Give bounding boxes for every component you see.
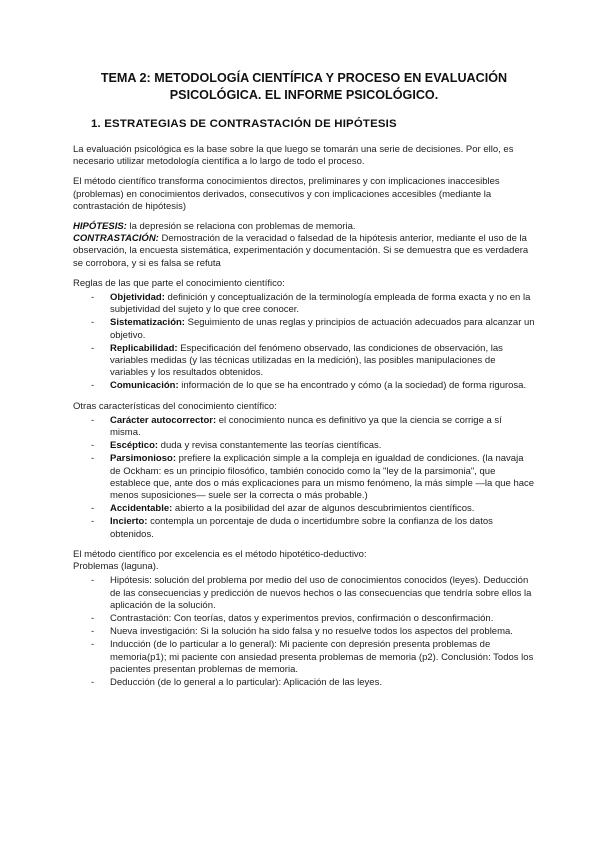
bullet-dash: - (91, 676, 95, 688)
item-term: Accidentable: (110, 503, 173, 515)
item-text: información de lo que se ha encontrado y cómo (a la sociedad) de forma rigurosa. (178, 380, 527, 392)
item-term: Carácter autocorrector: (110, 414, 217, 426)
paragraph: La evaluación psicológica es la base sobre la que luego se tomarán una serie de decisiones. Por ello, es necesario utilizar metodología científica a lo largo de todo el proceso. (73, 144, 514, 168)
contrast-text: Demostración de la veracidad o falsedad de la hipótesis anterior, mediante el uso de la observación, la encuesta sistemática, experimentación y documentación. Si se demuestra que es verdadera se corrobora, y si es falsa se refuta (73, 233, 529, 269)
item-text: Inducción (de lo particular a lo general): Mi paciente con depresión presenta problemas de memoria(p1); mi paciente con ansiedad presenta problemas de memoria (p2). Conclusión: Todos los pacientes presentan problemas de memoria. (110, 639, 534, 675)
section-body (73, 144, 535, 689)
item-text: Contrastación: Con teorías, datos y experimentos previos, confirmación o desconfirmación. (110, 612, 494, 624)
item-text: definición y conceptualización de la terminología empleada de forma exacta y no en la subjetividad del sujeto y lo que cree conocer. (110, 292, 531, 316)
item-text: Hipótesis: solución del problema por medio del uso de conocimientos conocidos (leyes). Deducción de las consecuencias y predicción de nuevos hechos o las consecuencias que tendría sobre ellos la aplicación de la solución. (110, 575, 532, 611)
list-item (73, 292, 535, 316)
section-heading: 1. ESTRATEGIAS DE CONTRASTACIÓN DE HIPÓTESIS (91, 118, 397, 130)
list-item (73, 677, 535, 689)
bullet-dash: - (91, 414, 95, 426)
bullet-dash: - (91, 453, 95, 465)
bullet-dash: - (91, 575, 95, 587)
title-line-2: PSICOLÓGICA. EL INFORME PSICOLÓGICO. (169, 88, 439, 102)
item-text: Nueva investigación: Si la solución ha sido falsa y no resuelve todos los aspectos del problema. (110, 626, 513, 638)
method-intro (73, 549, 535, 573)
list-item (73, 503, 535, 515)
bullet-dash: - (91, 317, 95, 329)
paragraph: El método científico transforma conocimientos directos, preliminares y con implicaciones inaccesibles (problemas) en conocimientos derivados, consecutivos y con implicaciones accesibles (mediante la contrastación de hipótesis) (73, 176, 500, 212)
list-item (73, 380, 535, 392)
characteristics-list (73, 415, 535, 541)
bullet-dash: - (91, 626, 95, 638)
definitions (73, 221, 535, 270)
list-item (73, 343, 535, 380)
item-term: Sistematización: (110, 317, 185, 329)
title-line-1: TEMA 2: METODOLOGÍA CIENTÍFICA Y PROCESO EN EVALUACIÓN (100, 71, 508, 85)
item-term: Comunicación: (110, 380, 179, 392)
list-item (73, 415, 535, 439)
item-term: Incierto: (110, 516, 148, 528)
list-item (73, 317, 535, 341)
bullet-dash: - (91, 503, 95, 515)
item-text: el conocimiento nunca es definitivo ya que la ciencia se corrige a sí misma. (110, 414, 502, 439)
list-item (73, 626, 535, 638)
bullet-dash: - (91, 380, 95, 392)
bullet-dash: - (91, 440, 95, 452)
list-item (73, 516, 535, 540)
method-steps-list (73, 575, 535, 689)
hypothesis-text: la depresión se relaciona con problemas de memoria. (126, 221, 356, 233)
problems-line: Problemas (laguna). (73, 561, 159, 573)
contrast-label: CONTRASTACIÓN: (73, 233, 159, 245)
bullet-dash: - (91, 612, 95, 624)
rules-list (73, 292, 535, 393)
bullet-dash: - (91, 342, 95, 354)
item-text: Seguimiento de unas reglas y principios de actuación adecuados para alcanzar un objetivo. (110, 317, 535, 341)
hypothesis-label: HIPÓTESIS: (73, 221, 127, 233)
item-text: Especificación del fenómeno observado, las condiciones de observación, las variables medidas (y las técnicas utilizadas en la medición), las posibles manipulaciones de variables y los resultados obtenidos. (110, 342, 503, 379)
item-term: Replicabilidad: (110, 342, 178, 354)
item-term: Objetividad: (110, 292, 165, 304)
item-text: Deducción (de lo general a lo particular): Aplicación de las leyes. (110, 676, 382, 688)
document-page (73, 70, 535, 697)
item-text: abierto a la posibilidad del azar de algunos descubrimientos científicos. (172, 503, 475, 515)
list-item (73, 639, 535, 676)
bullet-dash: - (91, 292, 95, 304)
item-text: contempla un porcentaje de duda o incertidumbre sobre la confianza de los datos obtenidos. (110, 516, 493, 540)
list-item (73, 440, 535, 452)
list-item (73, 575, 535, 612)
item-text: prefiere la explicación simple a la compleja en igualdad de condiciones. (la navaja de Ockham: es un principio filosófico, también conocido como la "ley de la parsimonia", que establece que, ante dos o más explicaciones para un mismo fenómeno, la más simple —la que hace menos suposiciones— suele ser la correcta o más probable.) (110, 453, 535, 502)
list-item (73, 613, 535, 625)
item-text: duda y revisa constantemente las teorías científicas. (158, 440, 382, 452)
other-intro: Otras características del conocimiento científico: (73, 400, 277, 412)
bullet-dash: - (91, 516, 95, 528)
item-term: Escéptico: (110, 440, 159, 452)
bullet-dash: - (91, 639, 95, 651)
document-title (73, 70, 535, 104)
list-item (73, 453, 535, 502)
item-term: Parsimonioso: (110, 453, 176, 465)
rules-intro: Reglas de las que parte el conocimiento científico: (73, 277, 285, 289)
method-line: El método científico por excelencia es el método hipotético-deductivo: (73, 548, 367, 560)
